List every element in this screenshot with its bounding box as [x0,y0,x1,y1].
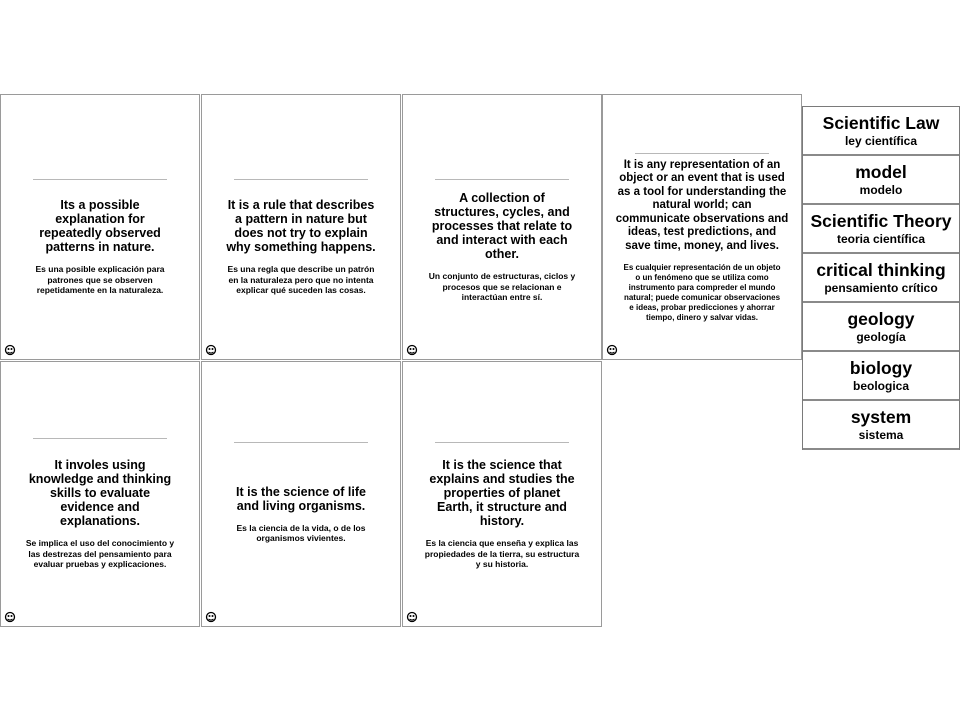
card-definition-en: A collection of structures, cycles, and processes that relate to and interact with each other. [431,191,573,262]
mascot-logo-icon [205,344,217,356]
mascot-logo-icon [205,611,217,623]
term-es: geología [856,330,906,344]
definition-card[interactable] [0,94,200,360]
card-definition-en: It is the science that explains and studies the properties of planet Earth, it structure and history. [429,458,575,529]
term-card-geology[interactable] [803,303,959,352]
definition-card[interactable] [201,361,401,627]
term-en: system [850,407,912,427]
card-definition-en: It is a rule that describes a pattern in nature but does not try to explain why something happens. [226,198,376,255]
card-definition-es: Es una posible explicación para patrones que se observen repetidamente en la naturaleza. [35,264,165,296]
mascot-logo-icon [406,611,418,623]
definition-card[interactable] [602,94,802,360]
card-content [413,432,591,596]
definition-card[interactable] [201,94,401,360]
mascot-logo-icon [4,344,16,356]
definition-card[interactable] [402,361,602,627]
card-definition-en: It is any representation of an object or an event that is used as a tool for understanding the natural world; can communicate observations and ideas, test predictions, and save time, money, and lives. [615,158,789,252]
term-en: Scientific Theory [810,211,952,231]
card-definition-es: Es la ciencia de la vida, o de los organismos vivientes. [236,522,366,543]
card-definition-es: Un conjunto de estructuras, ciclos y procesos que se relacionan e interactúan entre sí. [428,271,576,303]
card-definition-es: Es cualquier representación de un objeto o un fenómeno que se utiliza como instrumento para compreder el mundo natural; puede comunicar observaciones e ideas, probar predicciones y ahorrar tiempo, dinero y salvar vidas. [623,263,781,323]
card-definition-en: Its a possible explanation for repeatedly observed patterns in nature. [39,198,161,255]
vocabulary-term-list [802,106,960,450]
term-en: model [855,162,907,182]
term-es: ley científica [844,134,918,148]
mascot-logo-icon [4,611,16,623]
card-content [11,165,189,329]
card-content [613,153,791,329]
term-card-biology[interactable] [803,352,959,401]
term-en: Scientific Law [822,113,940,133]
card-content [212,432,390,596]
term-en: biology [849,358,913,378]
term-card-scientific-theory[interactable] [803,205,959,254]
mascot-logo-icon [606,344,618,356]
term-es: modelo [859,183,903,197]
term-card-scientific-law[interactable] [803,107,959,156]
card-definition-en: It involes using knowledge and thinking skills to evaluate evidence and explanations. [28,458,172,529]
card-content [11,432,189,596]
term-es: beologica [852,379,909,393]
term-en: geology [847,309,915,329]
term-es: sistema [858,428,904,442]
term-en: critical thinking [816,260,946,280]
card-definition-es: Es una regla que describe un patrón en la naturaleza pero que no intenta explicar qué suceden las cosas. [227,264,375,296]
definition-card[interactable] [0,361,200,627]
term-card-model[interactable] [803,156,959,205]
card-content [212,165,390,329]
card-content [413,165,591,329]
term-es: teoria científica [836,232,926,246]
card-definition-es: Es la ciencia que enseña y explica las propiedades de la tierra, su estructura y su historia. [424,538,580,570]
term-card-system[interactable] [803,401,959,450]
card-definition-es: Se implica el uso del conocimiento y las destrezas del pensamiento para evaluar pruebas y explicaciones. [25,538,175,570]
card-definition-en: It is the science of life and living organisms. [236,484,366,513]
definition-card[interactable] [402,94,602,360]
mascot-logo-icon [406,344,418,356]
term-es: pensamiento crítico [824,281,938,295]
term-card-critical-thinking[interactable] [803,254,959,303]
